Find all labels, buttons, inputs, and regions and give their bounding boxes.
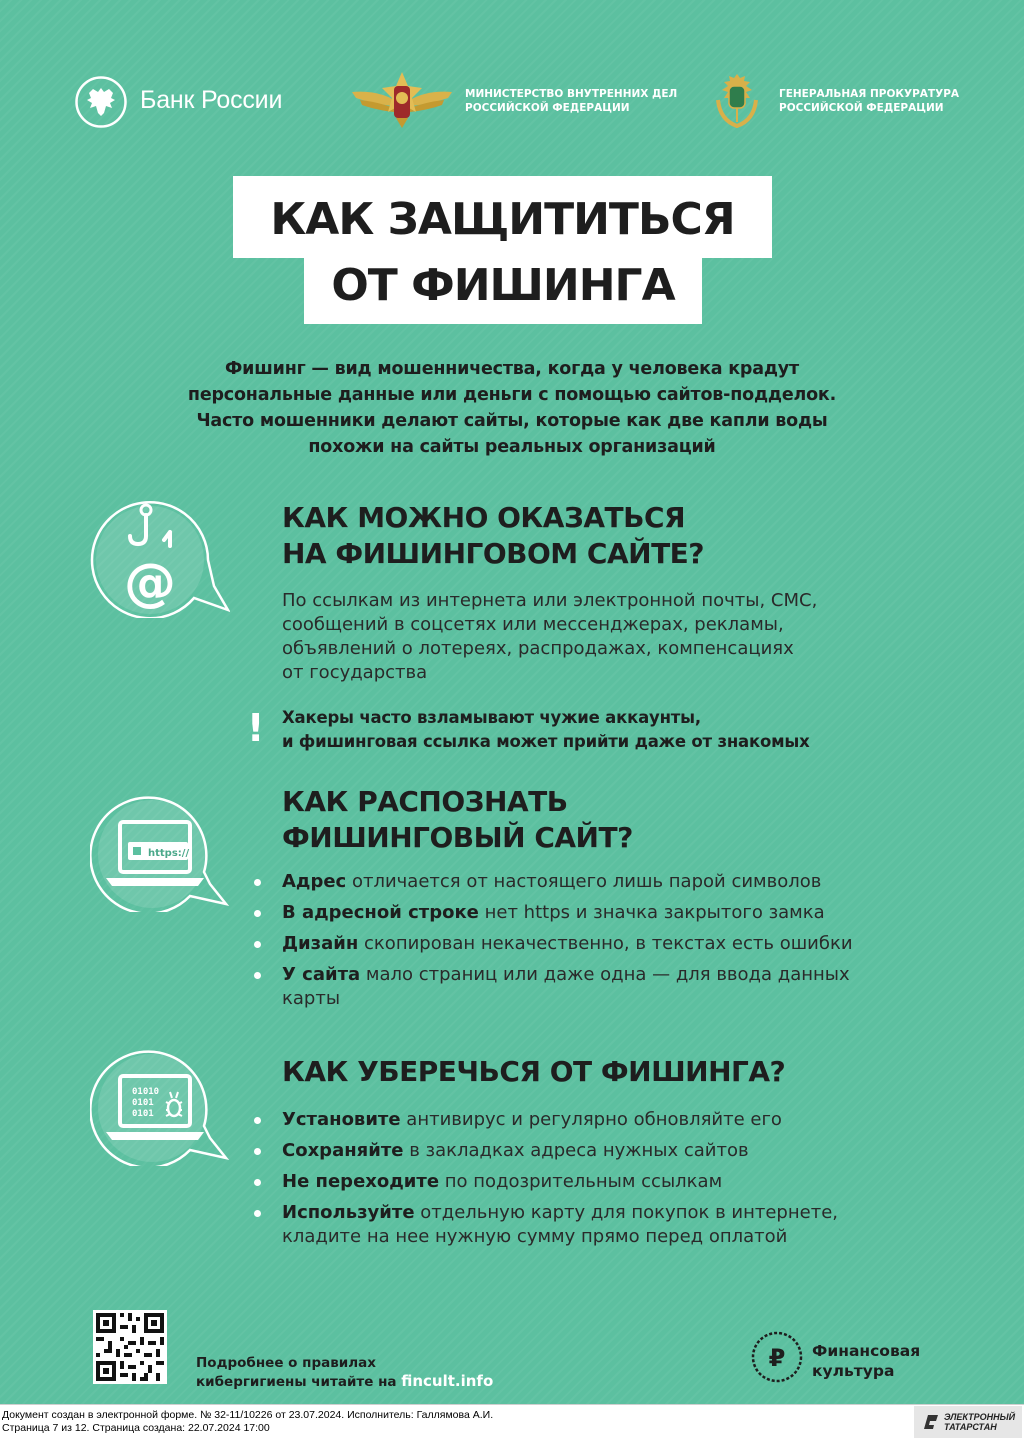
fincult-logo-text <box>812 1341 920 1381</box>
code-line: 0101 <box>132 1098 154 1108</box>
warning-line1: Хакеры часто взламывают чужие аккаунты, <box>282 708 701 727</box>
footer-logo-text: ЭЛЕКТРОННЫЙ ТАТАРСТАН <box>944 1412 1016 1432</box>
intro-line: Фишинг — вид мошенничества, когда у человека крадут <box>225 359 799 379</box>
section1-body <box>282 589 817 685</box>
list-item: Используйте отдельную карту для покупок в интернете, кладите на нее нужную сумму прямо перед оплатой <box>282 1202 838 1247</box>
section3-list <box>282 1108 838 1256</box>
list-item: Установите антивирус и регулярно обновляйте его <box>282 1108 838 1132</box>
footer-line1: Документ создан в электронной форме. № 32-11/10226 от 23.07.2024. Исполнитель: Галлямова А.И. <box>2 1409 494 1421</box>
warning-exclamation-icon: ! <box>247 706 265 750</box>
list-item: Не переходите по подозрительным ссылкам <box>282 1170 838 1194</box>
section3-heading: КАК УБЕРЕЧЬСЯ ОТ ФИШИНГА? <box>282 1055 786 1088</box>
footer-text <box>2 1409 493 1435</box>
section2-list <box>282 870 853 1018</box>
section2-heading-line2: ФИШИНГОВЫЙ САЙТ? <box>282 821 633 854</box>
section1-heading-line1: КАК МОЖНО ОКАЗАТЬСЯ <box>282 501 686 534</box>
prosecutor-emblem-icon <box>708 70 766 130</box>
electronic-tatarstan-logo <box>914 1406 1022 1438</box>
list-item: У сайта мало страниц или даже одна — для ввода данных карты <box>282 963 853 1011</box>
tatarstan-logo-icon <box>922 1413 940 1431</box>
intro-line: Часто мошенники делают сайты, которые как две капли воды <box>196 411 828 431</box>
at-symbol: @ <box>124 553 176 613</box>
intro-line: похожи на сайты реальных организаций <box>308 437 716 457</box>
list-item: Сохраняйте в закладках адреса нужных сайтов <box>282 1139 838 1163</box>
section1-body-line: сообщений в соцсетях или мессенджерах, рекламы, <box>282 614 784 635</box>
https-label: https:// <box>148 848 190 859</box>
more-info-line2: кибергигиены читайте на fincult.info <box>196 1372 494 1390</box>
document-footer <box>0 1404 1024 1440</box>
laptop-https-icon <box>90 792 230 912</box>
mvd-logo-line1: МИНИСТЕРСТВО ВНУТРЕННИХ ДЕЛ <box>465 88 678 100</box>
qr-code-icon[interactable] <box>93 1310 167 1384</box>
gp-logo-line1: ГЕНЕРАЛЬНАЯ ПРОКУРАТУРА <box>779 88 960 100</box>
mvd-logo-line2: РОССИЙСКОЙ ФЕДЕРАЦИИ <box>465 102 630 114</box>
section2-heading-line1: КАК РАСПОЗНАТЬ <box>282 785 568 818</box>
section1-body-line: от государства <box>282 662 428 683</box>
fincult-line1: Финансовая <box>812 1342 921 1360</box>
code-line: 0101 <box>132 1109 154 1119</box>
list-item: Адрес отличается от настоящего лишь парой символов <box>282 870 853 894</box>
fincult-link[interactable]: fincult.info <box>401 1372 494 1390</box>
more-info-text <box>196 1354 493 1391</box>
ruble-icon <box>750 1330 804 1384</box>
section1-body-line: По ссылкам из интернета или электронной почты, СМС, <box>282 590 818 611</box>
list-item: В адресной строке нет https и значка закрытого замка <box>282 901 853 925</box>
warning-line2: и фишинговая ссылка может прийти даже от знакомых <box>282 732 810 751</box>
intro-paragraph <box>120 356 904 460</box>
gp-logo-line2: РОССИЙСКОЙ ФЕДЕРАЦИИ <box>779 102 944 114</box>
page-title-line1: КАК ЗАЩИТИТЬСЯ <box>270 194 735 245</box>
cbr-logo-text: Банк России <box>140 86 283 114</box>
ruble-sign: ₽ <box>768 1344 786 1372</box>
section2-heading <box>282 784 633 856</box>
more-info-line1: Подробнее о правилах <box>196 1355 376 1371</box>
fishhook-at-icon <box>90 498 230 618</box>
section1-heading <box>282 500 704 572</box>
section1-heading-line2: НА ФИШИНГОВОМ САЙТЕ? <box>282 537 705 570</box>
double-headed-eagle-icon <box>75 76 127 128</box>
page-title-line2: ОТ ФИШИНГА <box>331 260 675 311</box>
intro-line: персональные данные или деньги с помощью сайтов-подделок. <box>187 385 837 405</box>
fincult-line2: культура <box>812 1362 895 1380</box>
mvd-logo-text <box>465 87 677 115</box>
section1-warning <box>282 706 810 754</box>
section1-body-line: объявлений о лотереях, распродажах, компенсациях <box>282 638 794 659</box>
list-item: Дизайн скопирован некачественно, в текстах есть ошибки <box>282 933 853 954</box>
mvd-emblem-icon <box>352 70 452 130</box>
footer-line2: Страница 7 из 12. Страница создана: 22.07.2024 17:00 <box>2 1422 270 1434</box>
code-line: 01010 <box>132 1087 160 1097</box>
laptop-bug-icon <box>90 1046 230 1166</box>
gp-logo-text <box>779 87 959 115</box>
